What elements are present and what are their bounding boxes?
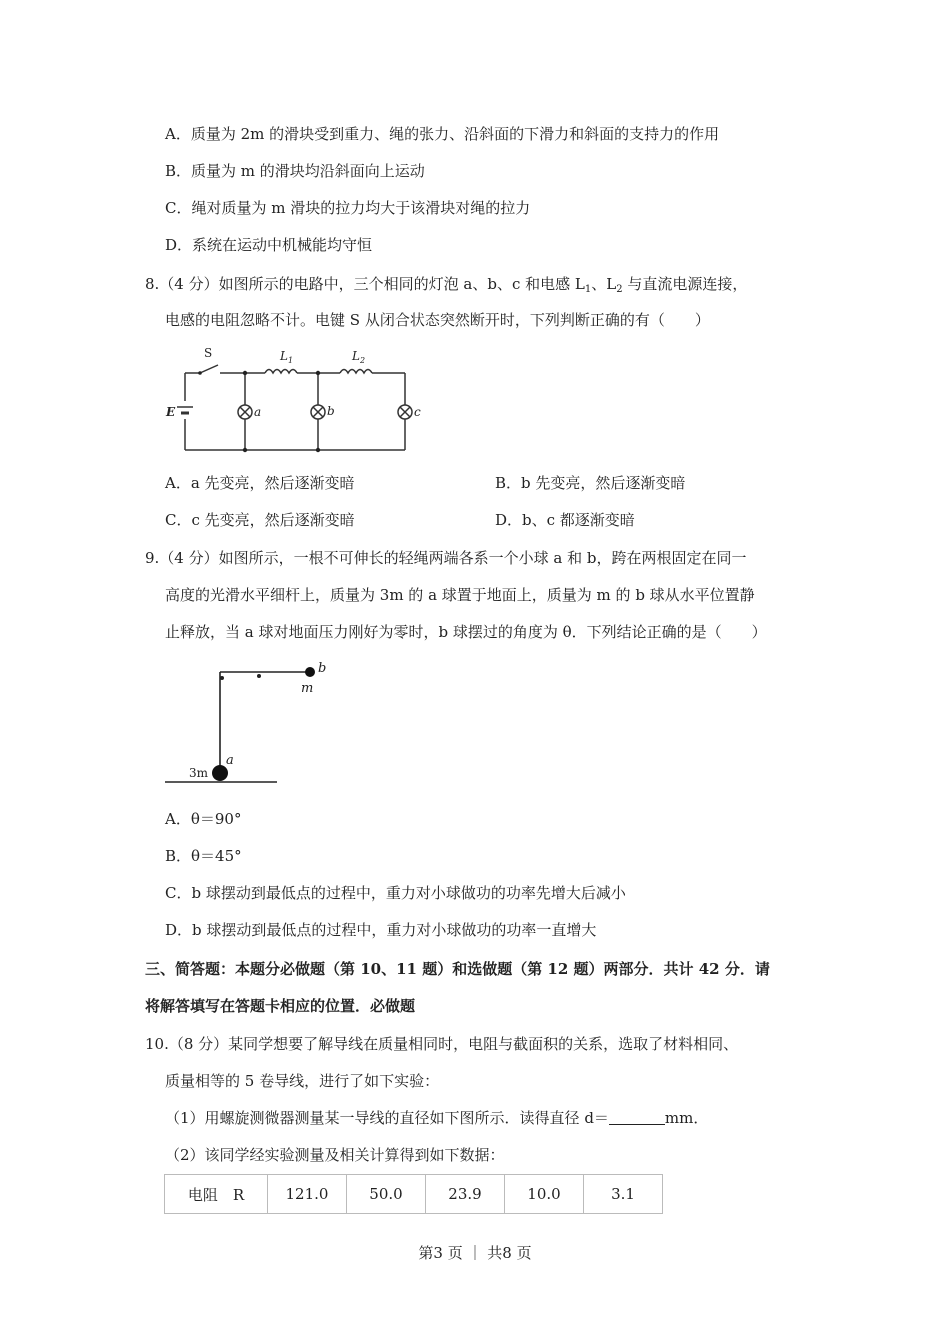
table-cell: 23.9 <box>426 1175 505 1214</box>
q8-option-b: B．b 先变亮，然后逐渐变暗 <box>495 474 686 492</box>
label-ball-b: b <box>318 661 327 676</box>
q8-option-d: D．b、c 都逐渐变暗 <box>495 511 635 529</box>
q9-option-a: A．θ＝90° <box>165 810 242 828</box>
label-mass-3m: 3m <box>189 766 209 780</box>
resistance-table <box>164 1174 663 1214</box>
q8-stem-line2: 电感的电阻忽略不计。电键 S 从闭合状态突然断开时，下列判断正确的有（ ） <box>165 311 710 329</box>
table-cell: 50.0 <box>347 1175 426 1214</box>
section3-heading-line1: 三、简答题：本题分必做题（第 10、11 题）和选做题（第 12 题）两部分．共计 42 分．请 <box>145 960 770 978</box>
q10-part2: （2）该同学经实验测量及相关计算得到如下数据： <box>165 1146 505 1164</box>
label-mass-m: m <box>301 681 314 696</box>
q10-part1: （1）用螺旋测微器测量某一导线的直径如下图所示．读得直径 d＝ mm． <box>165 1109 709 1127</box>
q10-stem-line2: 质量相等的 5 卷导线，进行了如下实验： <box>165 1072 440 1090</box>
q9-option-c: C．b 球摆动到最低点的过程中，重力对小球做功的功率先增大后减小 <box>165 884 626 902</box>
q9-stem-line3: 止释放，当 a 球对地面压力刚好为零时，b 球摆过的角度为 θ．下列结论正确的是（ ） <box>165 623 767 641</box>
svg-text:L1: $L_1$ <box>280 349 294 365</box>
q9-stem-line2: 高度的光滑水平细杆上，质量为 3m 的 a 球置于地面上，质量为 m 的 b 球从水平位置静 <box>165 586 755 604</box>
q7-option-b: B．质量为 m 的滑块均沿斜面向上运动 <box>165 162 425 180</box>
label-c: c <box>414 405 421 419</box>
q8-stem-line1: 8.（4 分）如图所示的电路中，三个相同的灯泡 a、b、c 和电感 $L_1$、$L_2$ 与直流电源连接， <box>145 275 748 295</box>
q7-option-a: A．质量为 2m 的滑块受到重力、绳的张力、沿斜面的下滑力和斜面的支持力的作用 <box>165 125 720 143</box>
circuit-diagram <box>160 343 430 458</box>
label-e: E <box>166 405 176 419</box>
q7-option-d: D．系统在运动中机械能均守恒 <box>165 236 373 254</box>
label-s: S <box>204 346 213 360</box>
svg-text:L2: $L_2$ <box>352 349 366 365</box>
table-cell: 121.0 <box>268 1175 347 1214</box>
label-ball-a: a <box>226 753 234 768</box>
q8-option-a: A．a 先变亮，然后逐渐变暗 <box>165 474 355 492</box>
answer-blank[interactable] <box>609 1110 665 1125</box>
q7-option-c: C．绳对质量为 m 滑块的拉力均大于该滑块对绳的拉力 <box>165 199 531 217</box>
q9-stem-line1: 9.（4 分）如图所示，一根不可伸长的轻绳两端各系一个小球 a 和 b，跨在两根固定在同一 <box>145 549 747 567</box>
q8-option-c: C．c 先变亮，然后逐渐变暗 <box>165 511 355 529</box>
page-footer: 第3 页 ｜ 共8 页 <box>418 1244 532 1262</box>
q10-stem-line1: 10.（8 分）某同学想要了解导线在质量相同时，电阻与截面积的关系，选取了材料相同、 <box>145 1035 739 1053</box>
table-row <box>165 1175 663 1214</box>
table-header-cell: 电阻 R <box>165 1175 268 1214</box>
label-a: a <box>254 405 262 419</box>
section3-heading-line2: 将解答填写在答题卡相应的位置．必做题 <box>145 997 416 1015</box>
label-b: b <box>327 404 335 418</box>
pendulum-diagram <box>165 660 335 790</box>
table-cell: 10.0 <box>505 1175 584 1214</box>
table-cell: 3.1 <box>584 1175 663 1214</box>
q9-option-b: B．θ＝45° <box>165 847 242 865</box>
q9-option-d: D．b 球摆动到最低点的过程中，重力对小球做功的功率一直增大 <box>165 921 597 939</box>
